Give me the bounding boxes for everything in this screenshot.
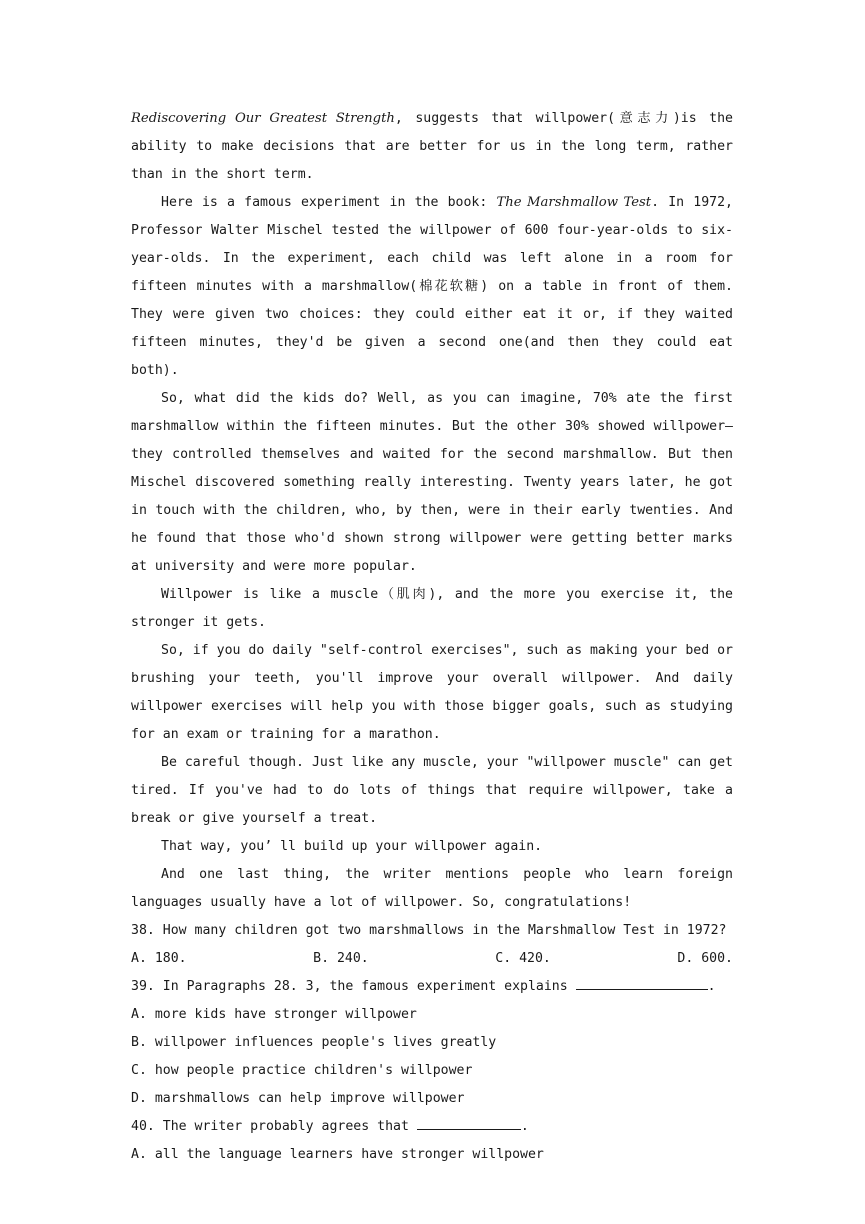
- paragraph-1: [131, 105, 733, 189]
- question-39-stem: 39. In Paragraphs 28. 3, the famous experiment explains: [131, 979, 576, 994]
- document-page: [131, 105, 733, 1169]
- question-40-answer-blank: [417, 1115, 521, 1130]
- paragraph-7: That way, you’ ll build up your willpower again.: [161, 839, 543, 854]
- paragraph-5: So, if you do daily "self-control exercises", such as making your bed or brushing your teeth, you'll improve your overall willpower. And daily willpower exercises will help you with those bigger goals, such as studying for an exam or training for a marathon.: [131, 643, 733, 742]
- question-39-stem-end: .: [707, 979, 716, 994]
- question-39-option-b[interactable]: B. willpower influences people's lives greatly: [131, 1035, 497, 1050]
- question-38-options: [131, 945, 733, 973]
- book-title: Rediscovering Our Greatest Strength: [131, 111, 395, 126]
- question-40-stem-line: [131, 1113, 733, 1141]
- question-39-stem-line: [131, 973, 733, 1001]
- question-39-option-d[interactable]: D. marshmallows can help improve willpower: [131, 1091, 465, 1106]
- paragraph-1-text: , suggests that willpower(意志力)is the ability to make decisions that are better for us in the long term, rather than in the short term.: [131, 111, 733, 182]
- question-39-answer-blank: [576, 975, 708, 990]
- question-38-stem: 38. How many children got two marshmallows in the Marshmallow Test in 1972?: [131, 923, 727, 938]
- experiment-title: The Marshmallow Test: [496, 195, 652, 210]
- question-39-option-c[interactable]: C. how people practice children's willpower: [131, 1063, 473, 1078]
- question-40-option-a[interactable]: A. all the language learners have stronger willpower: [131, 1147, 544, 1162]
- paragraph-8: And one last thing, the writer mentions people who learn foreign languages usually have a lot of willpower. So, congratulations!: [131, 867, 733, 910]
- paragraph-4: Willpower is like a muscle（肌肉), and the more you exercise it, the stronger it gets.: [131, 587, 733, 630]
- question-40-stem: 40. The writer probably agrees that: [131, 1119, 417, 1134]
- question-38-option-c[interactable]: C. 420.: [495, 951, 551, 966]
- question-38-option-a[interactable]: A. 180.: [131, 951, 187, 966]
- question-39-option-a[interactable]: A. more kids have stronger willpower: [131, 1007, 417, 1022]
- question-40-stem-end: .: [520, 1119, 529, 1134]
- paragraph-3: So, what did the kids do? Well, as you can imagine, 70% ate the first marshmallow within the fifteen minutes. But the other 30% showed willpower—they controlled themselves and waited for the second marshmallow. But then Mischel discovered something really interesting. Twenty years later, he got in touch with the children, who, by then, were in their early twenties. And he found that those who'd shown strong willpower were getting better marks at university and were more popular.: [131, 391, 733, 574]
- paragraph-2-post: . In 1972, Professor Walter Mischel tested the willpower of 600 four-year-olds to six-year-olds. In the experiment, each child was left alone in a room for fifteen minutes with a marshmallow(棉花软糖) on a table in front of them. They were given two choices: they could either eat it or, if they waited fifteen minutes, they'd be given a second one(and then they could eat both).: [131, 195, 733, 378]
- paragraph-2: [131, 189, 733, 385]
- paragraph-2-pre: Here is a famous experiment in the book:: [161, 195, 497, 210]
- question-38-option-b[interactable]: B. 240.: [313, 951, 369, 966]
- question-38-option-d[interactable]: D. 600.: [677, 951, 733, 966]
- paragraph-6: Be careful though. Just like any muscle, your "willpower muscle" can get tired. If you've had to do lots of things that require willpower, take a break or give yourself a treat.: [131, 755, 733, 826]
